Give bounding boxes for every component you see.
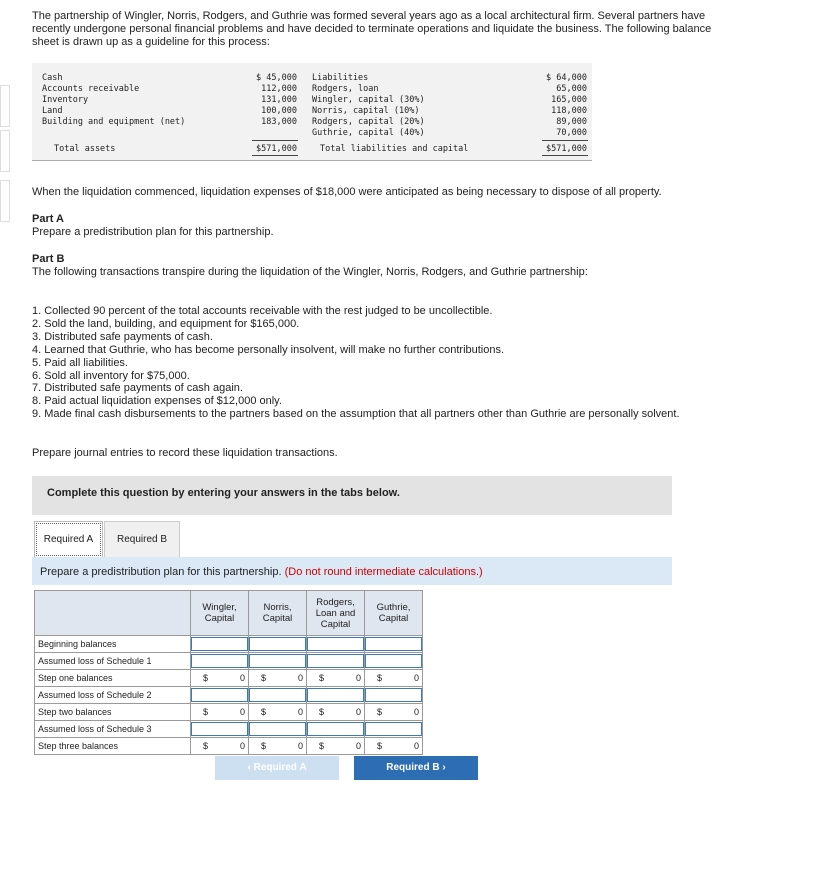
table-row xyxy=(35,738,423,755)
liability-label: Wingler, capital (30%) xyxy=(312,95,425,105)
total-cell: $ 0 xyxy=(307,670,365,687)
liability-label: Rodgers, loan xyxy=(312,84,379,94)
row-label: Beginning balances xyxy=(35,636,191,653)
table-row xyxy=(35,670,423,687)
input-cell[interactable] xyxy=(191,654,248,668)
row-label: Assumed loss of Schedule 3 xyxy=(35,721,191,738)
liability-value: 70,000 xyxy=(556,128,587,138)
list-item: 3. Distributed safe payments of cash. xyxy=(32,330,213,343)
left-edge-tab xyxy=(0,85,10,127)
input-cell[interactable] xyxy=(249,722,306,736)
liability-value: 89,000 xyxy=(556,117,587,127)
total-cell: $ 0 xyxy=(191,704,249,721)
chevron-right-icon: › xyxy=(442,762,446,773)
row-label: Assumed loss of Schedule 1 xyxy=(35,653,191,670)
header-blank xyxy=(35,591,191,636)
predistribution-table xyxy=(34,590,423,755)
list-item: 4. Learned that Guthrie, who has become personally insolvent, will make no further contributions. xyxy=(32,343,505,356)
liability-value: 118,000 xyxy=(551,106,587,116)
total-cell: $ 0 xyxy=(249,704,307,721)
list-item: 8. Paid actual liquidation expenses of $12,000 only. xyxy=(32,395,282,408)
list-item: 2. Sold the land, building, and equipment for $165,000. xyxy=(32,317,300,330)
left-edge-tab xyxy=(0,180,10,222)
liability-label: Rodgers, capital (20%) xyxy=(312,117,425,127)
left-edge-tab xyxy=(0,130,10,172)
total-liabilities-value: $571,000 xyxy=(546,144,587,154)
divider xyxy=(542,140,588,141)
input-cell[interactable] xyxy=(365,722,422,736)
input-cell[interactable] xyxy=(307,722,364,736)
banner-note: (Do not round intermediate calculations.) xyxy=(284,566,483,578)
total-assets-label: Total assets xyxy=(54,144,116,154)
total-assets-value: $571,000 xyxy=(256,144,297,154)
table-row xyxy=(35,653,423,670)
total-cell: $ 0 xyxy=(191,738,249,755)
liability-label: Guthrie, capital (40%) xyxy=(312,128,425,138)
input-cell[interactable] xyxy=(365,637,422,651)
input-cell[interactable] xyxy=(191,637,248,651)
liability-value: 65,000 xyxy=(556,84,587,94)
liability-label: Norris, capital (10%) xyxy=(312,106,420,116)
transaction-list xyxy=(32,305,680,421)
liability-label: Liabilities xyxy=(312,73,369,83)
asset-value: 183,000 xyxy=(261,117,297,127)
asset-label: Inventory xyxy=(42,95,89,105)
tab-required-b[interactable]: Required B xyxy=(104,521,180,559)
input-cell[interactable] xyxy=(307,654,364,668)
liability-value: 165,000 xyxy=(551,95,587,105)
total-cell: $ 0 xyxy=(249,670,307,687)
liability-value: $ 64,000 xyxy=(546,73,587,83)
intro-text: The partnership of Wingler, Norris, Rodgers, and Guthrie was formed several years ago as a local architectural firm. Several partners have recently undergone personal financial problems and have decided to terminate operations and liquidate the business. The following balance sheet is drawn up as a guideline for this process: xyxy=(32,10,712,48)
asset-value: $ 45,000 xyxy=(256,73,297,83)
input-cell[interactable] xyxy=(249,637,306,651)
tab-required-a[interactable]: Required A xyxy=(34,521,103,558)
list-item: 1. Collected 90 percent of the total accounts receivable with the rest judged to be uncollectible. xyxy=(32,305,493,317)
header-rodgers: Rodgers, Loan and Capital xyxy=(307,591,365,636)
balance-sheet-bottom-rule xyxy=(32,160,592,161)
input-cell[interactable] xyxy=(191,722,248,736)
total-cell: $ 0 xyxy=(307,704,365,721)
instruction-banner xyxy=(32,557,672,585)
total-liabilities-label: Total liabilities and capital xyxy=(320,144,469,154)
divider xyxy=(542,155,588,156)
total-cell: $ 0 xyxy=(249,738,307,755)
table-row xyxy=(35,636,423,653)
header-wingler: Wingler, Capital xyxy=(191,591,249,636)
part-a-title: Part A xyxy=(32,213,64,225)
table-row xyxy=(35,687,423,704)
balance-sheet xyxy=(32,63,592,160)
total-cell: $ 0 xyxy=(307,738,365,755)
input-cell[interactable] xyxy=(249,688,306,702)
instruction-bar xyxy=(32,476,672,515)
table-row xyxy=(35,721,423,738)
divider xyxy=(252,140,298,141)
row-label: Step three balances xyxy=(35,738,191,755)
asset-label: Land xyxy=(42,106,63,116)
asset-label: Cash xyxy=(42,73,63,83)
list-item: 5. Paid all liabilities. xyxy=(32,356,128,369)
prev-required-a-button[interactable] xyxy=(215,756,339,780)
header-guthrie: Guthrie, Capital xyxy=(365,591,423,636)
instruction-text: Complete this question by entering your answers in the tabs below. xyxy=(47,487,400,499)
divider xyxy=(252,155,298,156)
button-label: Required B xyxy=(386,762,440,773)
total-cell: $ 0 xyxy=(191,670,249,687)
table-row xyxy=(35,704,423,721)
part-b-title: Part B xyxy=(32,253,65,265)
button-label: Required A xyxy=(253,762,307,773)
chevron-left-icon: ‹ xyxy=(247,762,251,773)
total-cell: $ 0 xyxy=(365,704,423,721)
input-cell[interactable] xyxy=(365,688,422,702)
input-cell[interactable] xyxy=(307,637,364,651)
asset-label: Building and equipment (net) xyxy=(42,117,186,127)
header-norris: Norris, Capital xyxy=(249,591,307,636)
list-item: 9. Made final cash disbursements to the partners based on the assumption that all partners other than Guthrie are personally solvent. xyxy=(32,408,680,421)
row-label: Assumed loss of Schedule 2 xyxy=(35,687,191,704)
input-cell[interactable] xyxy=(249,654,306,668)
total-cell: $ 0 xyxy=(365,738,423,755)
asset-value: 131,000 xyxy=(261,95,297,105)
list-item: 6. Sold all inventory for $75,000. xyxy=(32,369,190,382)
list-item: 7. Distributed safe payments of cash again. xyxy=(32,382,243,395)
row-label: Step two balances xyxy=(35,704,191,721)
part-b-text: The following transactions transpire during the liquidation of the Wingler, Norris, Rodgers, and Guthrie partnership: xyxy=(32,266,588,278)
next-required-b-button[interactable] xyxy=(354,756,478,780)
input-cell[interactable] xyxy=(307,688,364,702)
row-label: Step one balances xyxy=(35,670,191,687)
total-cell: $ 0 xyxy=(365,670,423,687)
asset-label: Accounts receivable xyxy=(42,84,140,94)
asset-value: 112,000 xyxy=(261,84,297,94)
journal-text: Prepare journal entries to record these liquidation transactions. xyxy=(32,447,338,459)
input-cell[interactable] xyxy=(365,654,422,668)
asset-value: 100,000 xyxy=(261,106,297,116)
liquidation-text: When the liquidation commenced, liquidation expenses of $18,000 were anticipated as being necessary to dispose of all property. xyxy=(32,186,662,198)
part-a-text: Prepare a predistribution plan for this partnership. xyxy=(32,226,274,238)
input-cell[interactable] xyxy=(191,688,248,702)
banner-text: Prepare a predistribution plan for this partnership. xyxy=(40,566,282,578)
